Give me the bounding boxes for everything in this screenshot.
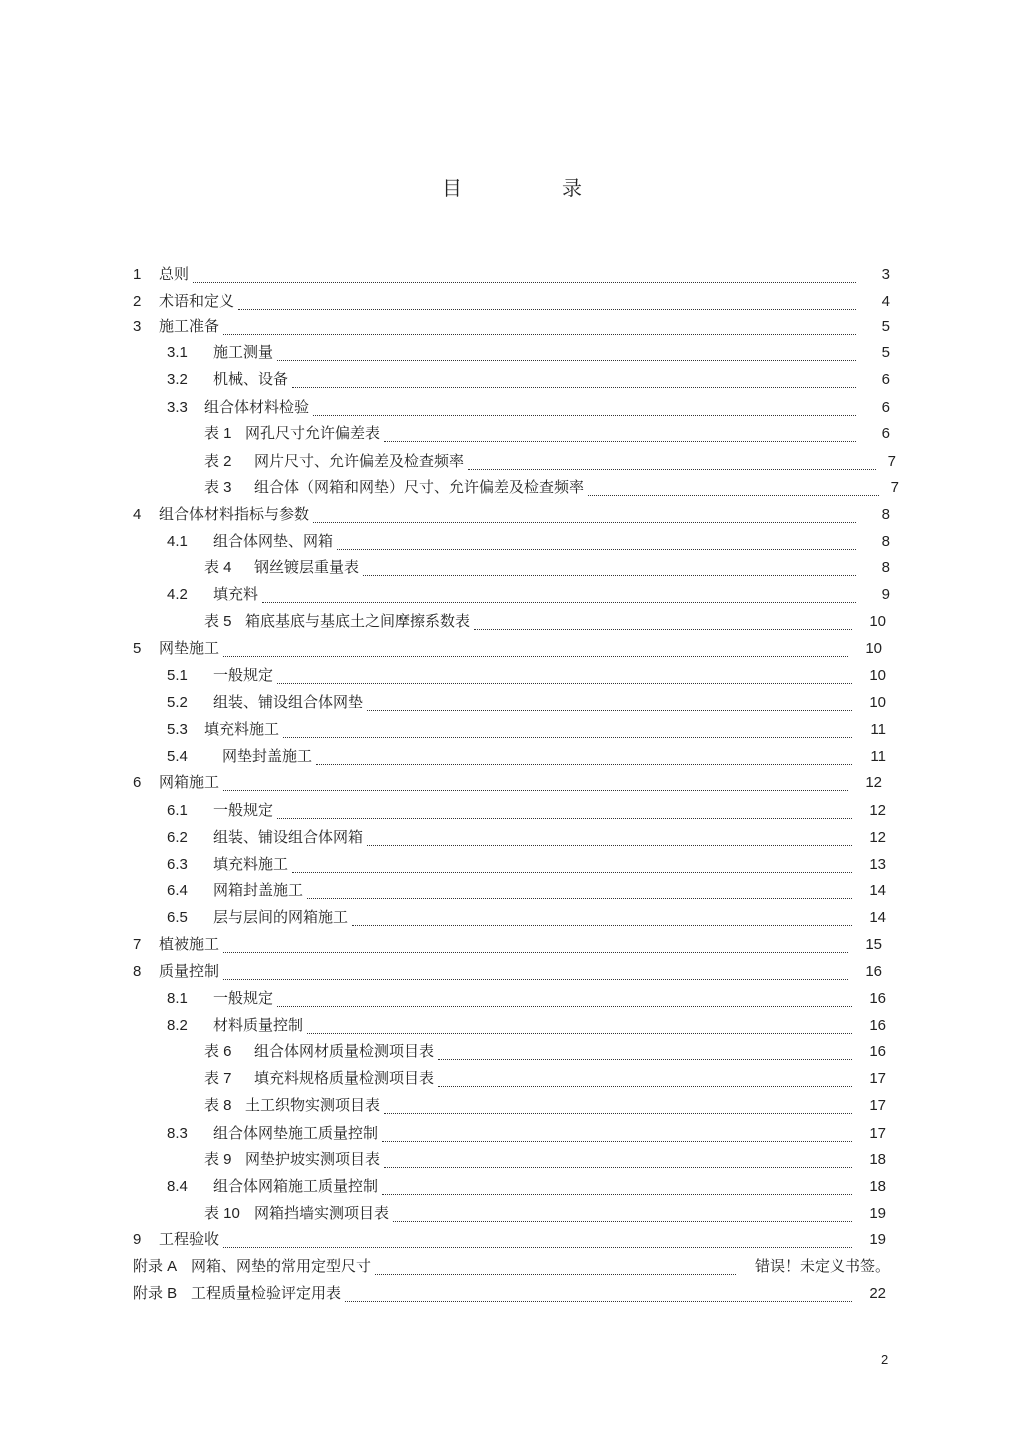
toc-entry-title: 网箱、网垫的常用定型尺寸 — [191, 1257, 372, 1275]
toc-leader-dots — [367, 698, 852, 711]
toc-entry[interactable] — [167, 582, 890, 606]
toc-leader-dots — [352, 913, 852, 926]
toc-entry-title: 术语和定义 — [159, 292, 235, 310]
toc-entry-number: 6.3 — [167, 856, 188, 873]
toc-leader-dots — [367, 833, 852, 846]
toc-entry-number: 6.4 — [167, 882, 188, 899]
toc-entry-page: 6 — [881, 425, 890, 442]
toc-entry[interactable] — [133, 770, 882, 794]
toc-entry-page: 14 — [869, 882, 886, 899]
toc-leader-dots — [277, 994, 852, 1007]
toc-entry-page: 12 — [865, 774, 882, 791]
toc-leader-dots — [438, 1074, 852, 1087]
toc-leader-dots — [307, 1021, 852, 1034]
toc-entry-number: 5.3 — [167, 721, 188, 738]
toc-leader-dots — [313, 403, 856, 416]
toc-entry-title: 网垫封盖施工 — [222, 747, 313, 765]
toc-entry-page: 3 — [881, 266, 890, 283]
toc-entry-number: 6.5 — [167, 909, 188, 926]
toc-entry-page: 11 — [870, 748, 886, 765]
toc-entry-number: 3.3 — [167, 399, 188, 416]
toc-entry-page: 15 — [865, 936, 882, 953]
toc-leader-dots — [277, 671, 852, 684]
toc-leader-dots — [277, 348, 856, 361]
toc-entry-title: 组合体网垫、网箱 — [213, 532, 334, 550]
toc-leader-dots — [468, 457, 876, 470]
toc-entry-page: 16 — [865, 963, 882, 980]
toc-entry-page: 13 — [869, 856, 886, 873]
toc-entry-number: 5 — [133, 640, 142, 657]
toc-entry[interactable] — [204, 1039, 886, 1063]
toc-entry-title: 工程验收 — [159, 1230, 220, 1248]
toc-entry-page: 错误！未定义书签。 — [754, 1258, 890, 1275]
toc-entry-title: 网箱挡墙实测项目表 — [254, 1204, 390, 1222]
toc-entry-number: 5.4 — [167, 748, 188, 765]
toc-entry-number: 3 — [133, 318, 142, 335]
toc-entry[interactable] — [167, 367, 890, 391]
toc-entry-title: 组装、铺设组合体网垫 — [213, 693, 364, 711]
toc-leader-dots — [375, 1262, 736, 1275]
toc-leader-dots — [193, 270, 856, 283]
toc-entry[interactable] — [133, 959, 882, 983]
toc-entry-page: 12 — [869, 829, 886, 846]
toc-entry-number: 6 — [133, 774, 142, 791]
toc-entry-page: 6 — [881, 371, 890, 388]
toc-entry-title: 土工织物实测项目表 — [245, 1096, 381, 1114]
toc-leader-dots — [292, 860, 852, 873]
toc-entry-title: 一般规定 — [213, 801, 274, 819]
toc-entry-title: 施工准备 — [159, 317, 220, 335]
toc-entry[interactable] — [167, 986, 886, 1010]
toc-leader-dots — [262, 590, 856, 603]
toc-entry-number: 8 — [133, 963, 142, 980]
toc-entry-title: 箱底基底与基底土之间摩擦系数表 — [245, 612, 471, 630]
toc-entry[interactable] — [167, 878, 886, 902]
toc-entry-number: 4.2 — [167, 586, 188, 603]
toc-leader-dots — [316, 752, 852, 765]
toc-entry-page: 12 — [869, 802, 886, 819]
toc-entry-page: 19 — [869, 1231, 886, 1248]
toc-entry-page: 17 — [869, 1097, 886, 1114]
toc-entry-title: 材料质量控制 — [213, 1016, 304, 1034]
toc-entry-page: 7 — [890, 479, 899, 496]
toc-entry-page: 10 — [869, 694, 886, 711]
toc-entry-page: 17 — [869, 1125, 886, 1142]
toc-entry-page: 5 — [881, 344, 890, 361]
toc-entry-number: 8.4 — [167, 1178, 188, 1195]
toc-entry-number: 8.3 — [167, 1125, 188, 1142]
toc-entry[interactable] — [167, 690, 886, 714]
toc-entry-page: 16 — [869, 990, 886, 1007]
toc-entry-title: 网箱封盖施工 — [213, 881, 304, 899]
toc-entry-title: 组合体（网箱和网垫）尺寸、允许偏差及检查频率 — [254, 478, 585, 496]
toc-leader-dots — [223, 1235, 852, 1248]
toc-entry-number: 表 9 — [204, 1151, 232, 1168]
toc-entry[interactable] — [167, 852, 886, 876]
toc-leader-dots — [393, 1209, 852, 1222]
toc-leader-dots — [337, 537, 856, 550]
toc-entry-title: 组合体材料检验 — [204, 398, 310, 416]
toc-entry[interactable] — [167, 717, 886, 741]
toc-entry[interactable] — [133, 502, 890, 526]
toc-entry[interactable] — [167, 744, 886, 768]
toc-entry-title: 总则 — [159, 265, 190, 283]
toc-entry-title: 填充料规格质量检测项目表 — [254, 1069, 435, 1087]
toc-entry-title: 钢丝镀层重量表 — [254, 558, 360, 576]
toc-entry[interactable] — [167, 1121, 886, 1145]
toc-entry-page: 18 — [869, 1151, 886, 1168]
toc-leader-dots — [382, 1129, 852, 1142]
toc-entry[interactable] — [204, 555, 890, 579]
toc-entry-title: 网垫施工 — [159, 639, 220, 657]
toc-entry-number: 表 5 — [204, 613, 232, 630]
toc-title: 目 录 — [442, 176, 622, 200]
toc-entry[interactable] — [204, 1147, 886, 1171]
toc-entry-number: 3.1 — [167, 344, 188, 361]
toc-entry[interactable] — [133, 262, 890, 286]
toc-entry[interactable] — [204, 449, 896, 473]
toc-entry-number: 附录 B — [133, 1285, 178, 1302]
toc-entry[interactable] — [167, 798, 886, 822]
toc-entry[interactable] — [133, 314, 890, 338]
toc-entry-number: 表 8 — [204, 1097, 232, 1114]
toc-entry-title: 组合体网箱施工质量控制 — [213, 1177, 379, 1195]
toc-entry-page: 8 — [881, 559, 890, 576]
toc-leader-dots — [384, 1155, 852, 1168]
toc-entry-page: 19 — [869, 1205, 886, 1222]
toc-entry-number: 表 4 — [204, 559, 232, 576]
toc-entry[interactable] — [133, 1227, 886, 1251]
toc-entry[interactable] — [133, 636, 882, 660]
toc-entry-title: 填充料 — [213, 585, 259, 603]
toc-entry-title: 组合体网材质量检测项目表 — [254, 1042, 435, 1060]
toc-leader-dots — [223, 967, 848, 980]
toc-entry[interactable] — [133, 932, 882, 956]
toc-entry-page: 18 — [869, 1178, 886, 1195]
toc-leader-dots — [223, 940, 848, 953]
toc-entry-number: 表 7 — [204, 1070, 232, 1087]
toc-entry-page: 10 — [869, 613, 886, 630]
toc-leader-dots — [292, 375, 856, 388]
toc-entry-page: 9 — [881, 586, 890, 603]
toc-entry[interactable] — [133, 1254, 890, 1278]
toc-entry-page: 22 — [869, 1285, 886, 1302]
toc-entry-page: 4 — [881, 293, 890, 310]
toc-entry[interactable] — [204, 1066, 886, 1090]
toc-leader-dots — [313, 510, 856, 523]
toc-entry-title: 组装、铺设组合体网箱 — [213, 828, 364, 846]
toc-entry-title: 填充料施工 — [213, 855, 289, 873]
toc-entry-page: 8 — [881, 533, 890, 550]
toc-entry-title: 填充料施工 — [204, 720, 280, 738]
toc-entry-page: 16 — [869, 1017, 886, 1034]
toc-entry-page: 17 — [869, 1070, 886, 1087]
toc-entry-number: 6.1 — [167, 802, 188, 819]
toc-entry-page: 10 — [869, 667, 886, 684]
toc-entry-number: 表 6 — [204, 1043, 232, 1060]
toc-entry-title: 网箱施工 — [159, 773, 220, 791]
toc-entry-number: 表 3 — [204, 479, 232, 496]
toc-leader-dots — [588, 483, 879, 496]
toc-entry[interactable] — [204, 609, 886, 633]
toc-entry-title: 组合体网垫施工质量控制 — [213, 1124, 379, 1142]
toc-entry-title: 网片尺寸、允许偏差及检查频率 — [254, 452, 465, 470]
toc-entry-title: 组合体材料指标与参数 — [159, 505, 310, 523]
toc-entry-number: 附录 A — [133, 1258, 178, 1275]
toc-entry[interactable] — [167, 905, 886, 929]
toc-entry-page: 6 — [881, 399, 890, 416]
toc-entry-number: 6.2 — [167, 829, 188, 846]
toc-entry-number: 5.1 — [167, 667, 188, 684]
toc-leader-dots — [223, 322, 856, 335]
toc-entry[interactable] — [204, 475, 899, 499]
toc-leader-dots — [223, 778, 848, 791]
toc-entry-number: 7 — [133, 936, 142, 953]
toc-leader-dots — [277, 806, 852, 819]
toc-entry-title: 机械、设备 — [213, 370, 289, 388]
toc-entry[interactable] — [204, 421, 890, 445]
toc-entry-title: 一般规定 — [213, 666, 274, 684]
toc-entry-page: 14 — [869, 909, 886, 926]
toc-entry-number: 4.1 — [167, 533, 188, 550]
toc-entry[interactable] — [167, 825, 886, 849]
toc-entry-page: 11 — [870, 721, 886, 738]
toc-entry-title: 一般规定 — [213, 989, 274, 1007]
toc-entry-title: 工程质量检验评定用表 — [191, 1284, 342, 1302]
toc-entry[interactable] — [204, 1093, 886, 1117]
toc-entry-number: 4 — [133, 506, 142, 523]
toc-entry[interactable] — [167, 529, 890, 553]
toc-entry-number: 8.2 — [167, 1017, 188, 1034]
toc-entry-title: 层与层间的网箱施工 — [213, 908, 349, 926]
toc-entry-title: 质量控制 — [159, 962, 220, 980]
toc-entry-page: 10 — [865, 640, 882, 657]
toc-leader-dots — [363, 563, 856, 576]
toc-entry[interactable] — [133, 289, 890, 313]
toc-leader-dots — [345, 1289, 852, 1302]
toc-entry[interactable] — [167, 663, 886, 687]
toc-leader-dots — [283, 725, 852, 738]
toc-entry[interactable] — [133, 1281, 886, 1305]
toc-entry[interactable] — [204, 1201, 886, 1225]
toc-entry-number: 3.2 — [167, 371, 188, 388]
toc-leader-dots — [238, 297, 856, 310]
toc-entry-page: 7 — [887, 453, 896, 470]
toc-leader-dots — [384, 1101, 852, 1114]
page-number: 2 — [881, 1352, 889, 1367]
toc-entry[interactable] — [167, 340, 890, 364]
toc-entry-number: 2 — [133, 293, 142, 310]
toc-entry-title: 施工测量 — [213, 343, 274, 361]
toc-entry-title: 网孔尺寸允许偏差表 — [245, 424, 381, 442]
toc-leader-dots — [474, 617, 852, 630]
toc-entry-number: 1 — [133, 266, 142, 283]
toc-entry-number: 8.1 — [167, 990, 188, 1007]
toc-entry-number: 表 10 — [204, 1205, 240, 1222]
toc-leader-dots — [223, 644, 848, 657]
toc-entry[interactable] — [167, 1013, 886, 1037]
toc-entry-number: 9 — [133, 1231, 142, 1248]
toc-leader-dots — [382, 1182, 852, 1195]
toc-entry-title: 网垫护坡实测项目表 — [245, 1150, 381, 1168]
toc-leader-dots — [384, 429, 856, 442]
toc-entry-page: 5 — [881, 318, 890, 335]
toc-entry-title: 植被施工 — [159, 935, 220, 953]
toc-entry-number: 表 1 — [204, 425, 232, 442]
toc-entry[interactable] — [167, 395, 890, 419]
toc-leader-dots — [438, 1047, 852, 1060]
toc-entry-page: 16 — [869, 1043, 886, 1060]
toc-entry-number: 表 2 — [204, 453, 232, 470]
toc-entry-number: 5.2 — [167, 694, 188, 711]
toc-entry-page: 8 — [881, 506, 890, 523]
toc-leader-dots — [307, 886, 852, 899]
toc-entry[interactable] — [167, 1174, 886, 1198]
